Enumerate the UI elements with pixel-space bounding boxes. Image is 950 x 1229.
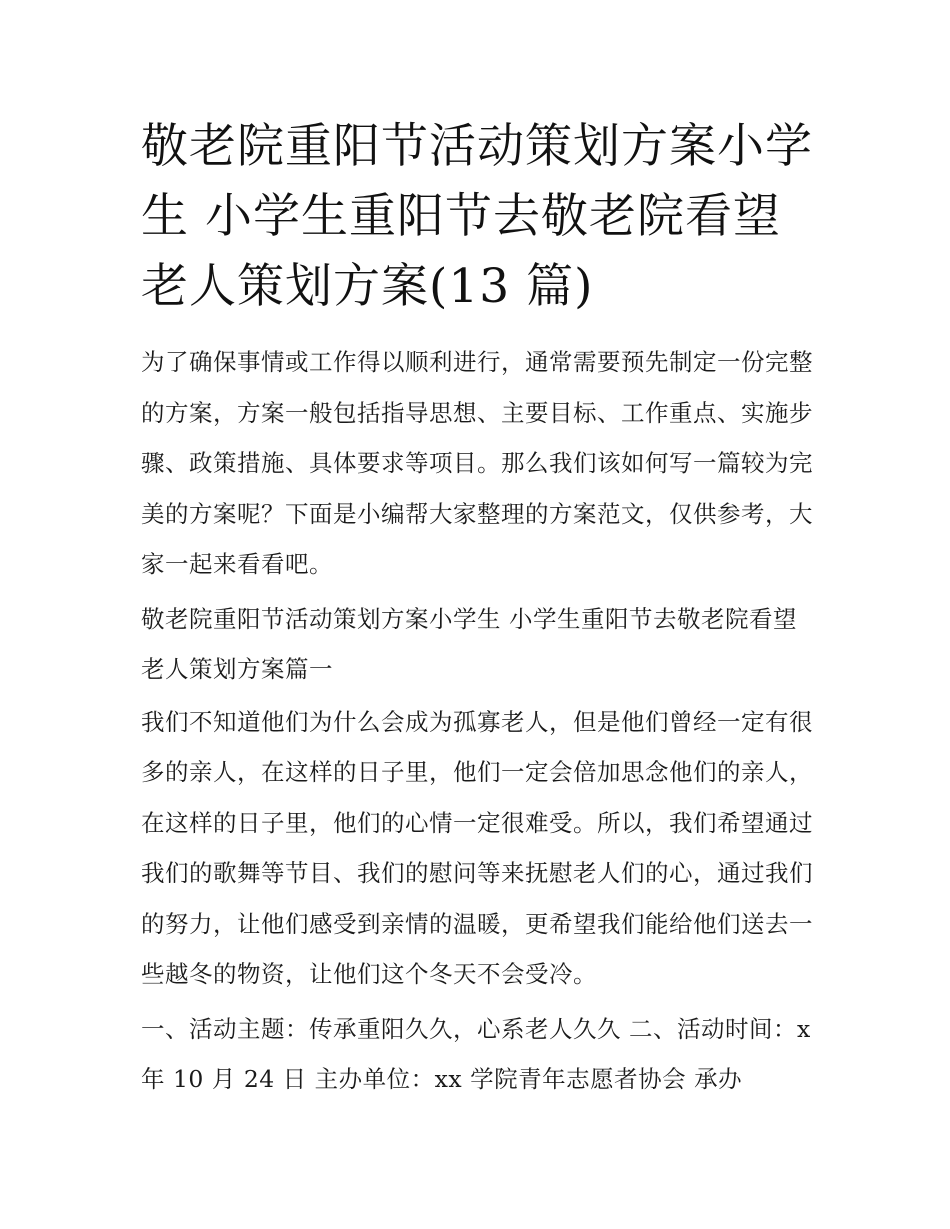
intro-paragraph: 为了确保事情或工作得以顺利进行，通常需要预先制定一份完整的方案，方案一般包括指导思想、主要目标、工作重点、实施步骤、政策措施、具体要求等项目。那么我们该如何写一篇较为完美的方案呢？下面是小编帮大家整理的方案范文，仅供参考，大家一起来看看吧。 <box>141 348 813 578</box>
section-heading: 敬老院重阳节活动策划方案小学生 小学生重阳节去敬老院看望老人策划方案篇一 <box>141 604 797 683</box>
activity-info-paragraph: 一、活动主题：传承重阳久久，心系老人久久 二、活动时间：x 年 10 月 24 日 主办单位：xx 学院青年志愿者协会 承办 <box>141 1014 811 1093</box>
document-content <box>141 112 813 1105</box>
body-paragraph: 我们不知道他们为什么会成为孤寡老人，但是他们曾经一定有很多的亲人，在这样的日子里，他们一定会倍加思念他们的亲人，在这样的日子里，他们的心情一定很难受。所以，我们希望通过我们的歌舞等节目、我们的慰问等来抚慰老人们的心，通过我们的努力，让他们感受到亲情的温暖，更希望我们能给他们送去一些越冬的物资，让他们这个冬天不会受冷。 <box>141 707 813 988</box>
document-title: 敬老院重阳节活动策划方案小学生 小学生重阳节去敬老院看望老人策划方案(13 篇) <box>141 119 813 314</box>
